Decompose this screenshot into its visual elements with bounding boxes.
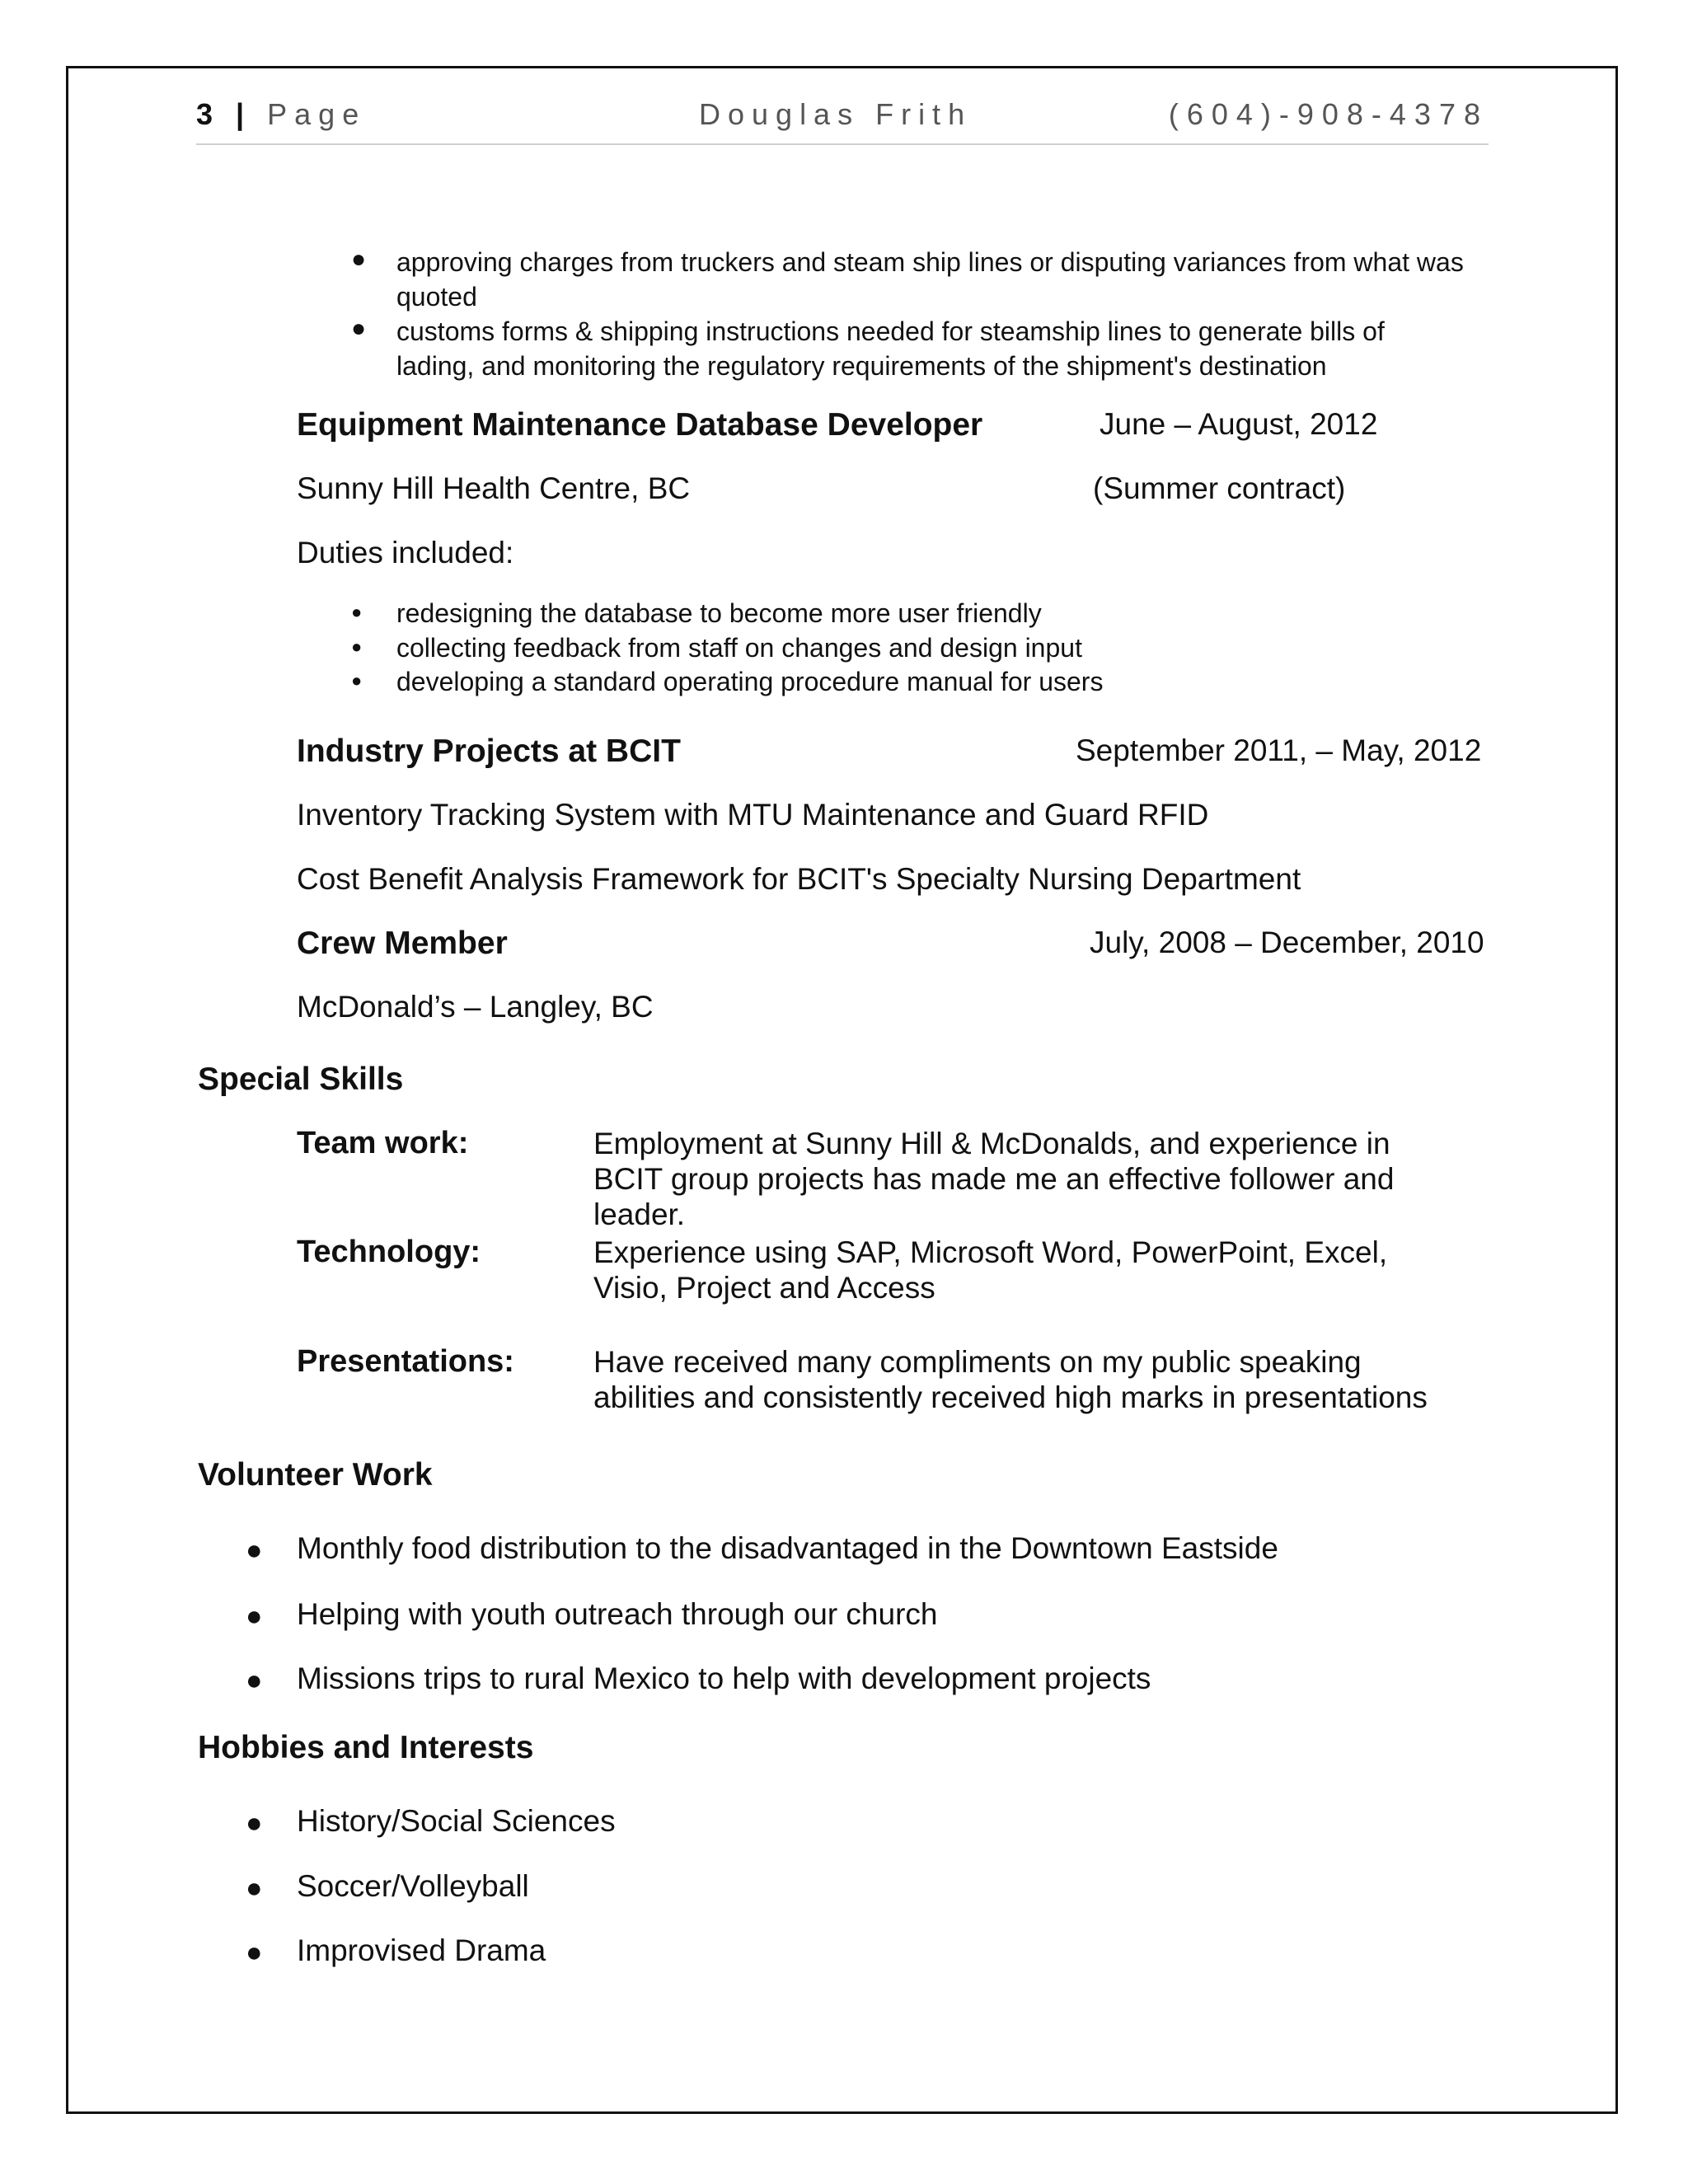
job-dates: July, 2008 – December, 2010 xyxy=(1090,926,1484,959)
list-item: History/Social Sciences xyxy=(297,1804,616,1838)
skill-label: Presentations: xyxy=(297,1344,514,1379)
list-item: Missions trips to rural Mexico to help with development projects xyxy=(297,1661,1151,1695)
section-heading: Volunteer Work xyxy=(198,1457,433,1493)
section-heading: Special Skills xyxy=(198,1062,404,1097)
header-name: Douglas Frith xyxy=(699,97,973,131)
bullet-dot: ● xyxy=(246,1665,263,1696)
job-title: Crew Member xyxy=(297,926,508,961)
skill-text: Have received many compliments on my public speaking abilities and consistently received high marks in presentations xyxy=(593,1345,1428,1414)
job-title: Industry Projects at BCIT xyxy=(297,733,681,769)
job-employer: Sunny Hill Health Centre, BC xyxy=(297,471,691,505)
bullet-dot: ● xyxy=(351,670,363,691)
job-title: Equipment Maintenance Database Developer xyxy=(297,407,983,443)
bullet-dot: ● xyxy=(351,246,367,273)
list-item: developing a standard operating procedure manual for users xyxy=(396,667,1104,696)
job-note: (Summer contract) xyxy=(1093,471,1346,505)
skill-text: Experience using SAP, Microsoft Word, PowerPoint, Excel, Visio, Project and Access xyxy=(593,1235,1388,1305)
bullet-dot: ● xyxy=(351,315,367,342)
bullet-dot: ● xyxy=(351,602,363,622)
bullet-dot: ● xyxy=(246,1601,263,1632)
header-phone: (604)-908-4378 xyxy=(1168,97,1489,131)
list-item: Soccer/Volleyball xyxy=(297,1869,529,1903)
page-header xyxy=(196,97,1489,145)
duties-label: Duties included: xyxy=(297,536,514,569)
list-item: customs forms & shipping instructions needed for steamship lines to generate bills of lading, and monitoring the regulatory requirements of the shipment's destination xyxy=(396,316,1385,381)
section-heading: Hobbies and Interests xyxy=(198,1730,534,1765)
skill-label: Team work: xyxy=(297,1126,469,1160)
list-item: approving charges from truckers and steam ship lines or disputing variances from what was quoted xyxy=(396,247,1464,312)
bullet-dot: ● xyxy=(246,1807,263,1839)
list-item: Monthly food distribution to the disadvantaged in the Downtown Eastside xyxy=(297,1531,1278,1565)
list-item: Improvised Drama xyxy=(297,1933,546,1967)
project-item: Cost Benefit Analysis Framework for BCIT's Specialty Nursing Department xyxy=(297,862,1301,896)
list-item: redesigning the database to become more user friendly xyxy=(396,598,1042,628)
list-item: collecting feedback from staff on changes and design input xyxy=(396,633,1082,663)
job-dates: September 2011, – May, 2012 xyxy=(1076,733,1482,767)
job-employer: McDonald’s – Langley, BC xyxy=(297,990,654,1024)
job-dates: June – August, 2012 xyxy=(1100,407,1378,441)
bullet-dot: ● xyxy=(246,1535,263,1566)
list-item: Helping with youth outreach through our church xyxy=(297,1597,938,1631)
bullet-dot: ● xyxy=(246,1872,263,1904)
project-item: Inventory Tracking System with MTU Maintenance and Guard RFID xyxy=(297,798,1209,832)
bullet-dot: ● xyxy=(246,1937,263,1968)
page-number-label: 3 | Page xyxy=(196,97,367,131)
bullet-dot: ● xyxy=(351,636,363,657)
skill-label: Technology: xyxy=(297,1235,481,1269)
skill-text: Employment at Sunny Hill & McDonalds, and experience in BCIT group projects has made me an effective follower and leader. xyxy=(593,1127,1395,1231)
